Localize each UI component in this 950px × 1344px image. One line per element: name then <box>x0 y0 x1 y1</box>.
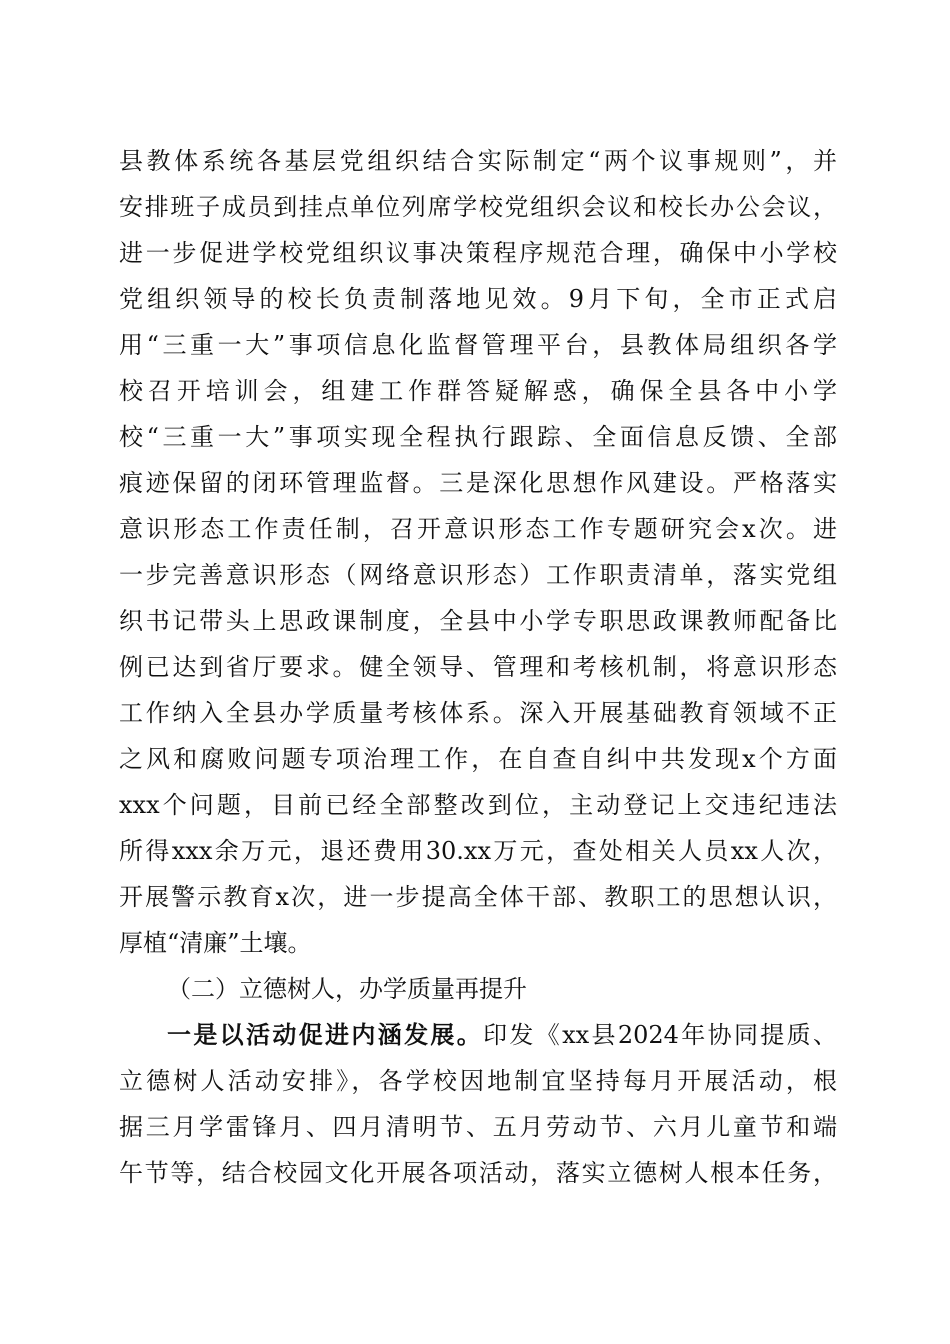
text-line: 工作纳入全县办学质量考核体系。深入开展基础教育领域不正 <box>119 699 837 727</box>
text-line: 据三月学雷锋月、四月清明节、五月劳动节、六月儿童节和端 <box>119 1113 837 1141</box>
document-body <box>119 138 837 1196</box>
text-line: 之风和腐败问题专项治理工作，在自查自纠中共发现x个方面 <box>119 745 837 773</box>
text-line: 痕迹保留的闭环管理监督。三是深化思想作风建设。严格落实 <box>119 469 837 497</box>
paragraph-lead: 一是以活动促进内涵发展。 <box>167 1020 484 1049</box>
paragraph-lead-rest: 印发《xx县2024年协同提质、 <box>483 1021 837 1049</box>
text-line: 县教体系统各基层党组织结合实际制定“两个议事规则”，并 <box>119 147 837 175</box>
paragraph-1 <box>119 138 837 966</box>
text-line <box>119 1012 837 1058</box>
text-line: 安排班子成员到挂点单位列席学校党组织会议和校长办公会议， <box>119 193 837 221</box>
text-line: 厚植“清廉”土壤。 <box>119 929 312 957</box>
text-line: 一步完善意识形态（网络意识形态）工作职责清单，落实党组 <box>119 561 837 589</box>
text-line: 例已达到省厅要求。健全领导、管理和考核机制，将意识形态 <box>119 653 837 681</box>
text-line: 立德树人活动安排》，各学校因地制宜坚持每月开展活动，根 <box>119 1067 837 1095</box>
section-heading: （二）立德树人，办学质量再提升 <box>167 975 527 1003</box>
text-line: 进一步促进学校党组织议事决策程序规范合理，确保中小学校 <box>119 239 837 267</box>
text-line: 意识形态工作责任制，召开意识形态工作专题研究会x次。进 <box>119 515 837 543</box>
text-line: 校召开培训会，组建工作群答疑解惑，确保全县各中小学 <box>119 377 837 405</box>
text-line: 校“三重一大”事项实现全程执行跟踪、全面信息反馈、全部 <box>119 423 837 451</box>
text-line: 织书记带头上思政课制度，全县中小学专职思政课教师配备比 <box>119 607 837 635</box>
paragraph-2 <box>119 1012 837 1196</box>
text-line: xxx个问题，目前已经全部整改到位，主动登记上交违纪违法 <box>119 791 837 819</box>
text-line: 开展警示教育x次，进一步提高全体干部、教职工的思想认识， <box>119 883 837 911</box>
text-line: 午节等，结合校园文化开展各项活动，落实立德树人根本任务， <box>119 1159 837 1187</box>
text-line: 用“三重一大”事项信息化监督管理平台，县教体局组织各学 <box>119 331 837 359</box>
text-line: 党组织领导的校长负责制落地见效。9月下旬，全市正式启 <box>119 285 837 313</box>
text-line: 所得xxx余万元，退还费用30.xx万元，查处相关人员xx人次， <box>119 837 837 865</box>
